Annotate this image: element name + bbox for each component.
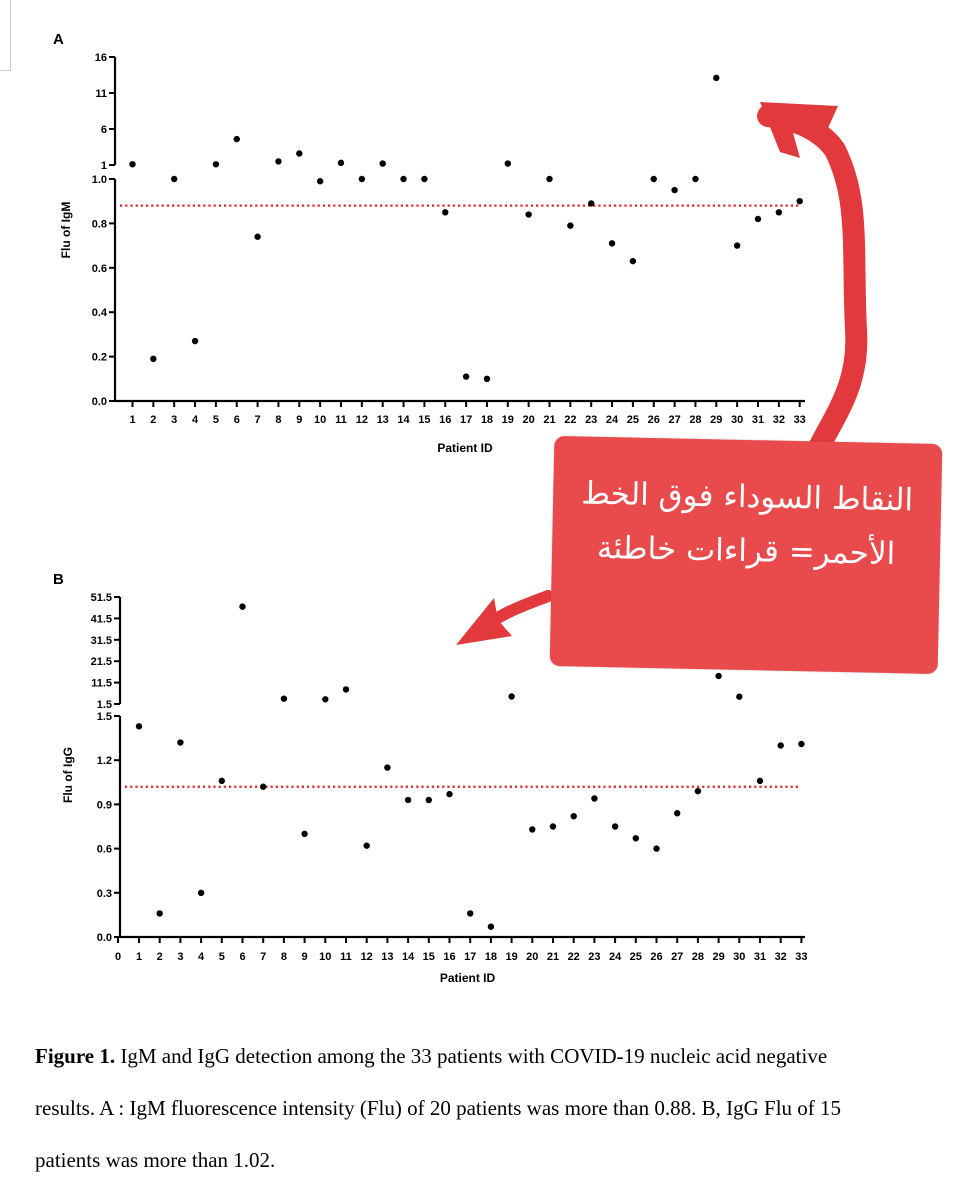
panel-a — [53, 31, 806, 455]
x-tick-label: 13 — [381, 951, 394, 963]
data-point — [322, 696, 328, 702]
data-point — [275, 158, 281, 164]
x-tick-label: 28 — [691, 951, 705, 963]
x-tick-label: 9 — [301, 951, 308, 963]
data-point — [757, 778, 763, 784]
data-point — [505, 160, 511, 166]
data-point — [546, 176, 552, 182]
data-point — [588, 200, 594, 206]
x-tick-label: 25 — [629, 951, 642, 963]
data-point — [692, 176, 698, 182]
y-tick-label: 21.5 — [90, 656, 112, 669]
x-tick-label: 16 — [443, 951, 456, 963]
x-axis-label: Patient ID — [439, 971, 496, 985]
data-point — [612, 823, 618, 829]
data-point — [529, 826, 535, 832]
x-tick-label: 24 — [605, 414, 619, 426]
caption-label: Figure 1. — [35, 1044, 116, 1068]
data-point — [630, 258, 636, 264]
y-axis-label: Flu of IgM — [59, 201, 73, 259]
data-point — [213, 161, 219, 167]
panel-letter-a: A — [53, 31, 64, 48]
x-tick-label: 3 — [171, 414, 178, 426]
y-axis-label: Flu of IgG — [61, 747, 75, 803]
x-tick-label: 16 — [439, 414, 452, 426]
x-tick-label: 6 — [233, 414, 240, 426]
x-tick-label: 32 — [772, 414, 785, 426]
data-point — [400, 176, 406, 182]
x-axis-label: Patient ID — [437, 441, 493, 455]
x-tick-label: 0 — [114, 951, 122, 963]
data-point — [674, 810, 680, 816]
data-point — [171, 176, 177, 182]
x-tick-label: 19 — [505, 951, 518, 963]
arrow-up-right — [768, 116, 856, 462]
x-tick-label: 21 — [543, 414, 556, 426]
data-point — [776, 209, 782, 215]
data-point — [736, 694, 742, 700]
x-tick-label: 24 — [608, 951, 622, 963]
y-tick-label: 0.3 — [96, 887, 112, 900]
y-tick-label: 0.6 — [96, 843, 112, 856]
data-point — [713, 75, 719, 81]
y-tick-label: 6 — [100, 124, 107, 136]
data-point — [508, 693, 514, 699]
y-tick-label: 51.5 — [90, 592, 112, 604]
data-point — [488, 923, 494, 929]
data-point — [651, 176, 657, 182]
x-tick-label: 1 — [129, 414, 136, 426]
x-tick-label: 4 — [198, 951, 205, 963]
data-point — [317, 178, 323, 184]
y-tick-label: 11.5 — [91, 677, 112, 690]
x-tick-label: 15 — [418, 414, 431, 426]
data-point — [734, 242, 740, 248]
y-tick-label: 0.6 — [91, 262, 107, 275]
data-point — [633, 835, 639, 841]
x-tick-label: 17 — [459, 414, 473, 426]
x-tick-label: 19 — [501, 414, 514, 426]
x-tick-label: 11 — [335, 414, 347, 426]
x-tick-label: 23 — [585, 414, 598, 426]
panel-letter-b: B — [53, 571, 64, 588]
data-point — [150, 356, 156, 362]
x-tick-label: 3 — [177, 951, 184, 963]
x-tick-label: 23 — [588, 951, 601, 963]
x-tick-label: 20 — [526, 951, 539, 963]
x-tick-label: 15 — [422, 951, 435, 963]
y-tick-label: 11 — [95, 88, 107, 100]
x-tick-label: 10 — [314, 414, 327, 426]
data-point — [695, 788, 701, 794]
x-tick-label: 2 — [150, 414, 157, 426]
x-tick-label: 14 — [401, 951, 415, 963]
x-tick-label: 4 — [191, 414, 199, 426]
x-tick-label: 25 — [626, 414, 640, 426]
x-tick-label: 31 — [751, 414, 765, 426]
data-point — [364, 842, 370, 848]
y-tick-label: 1.0 — [91, 174, 107, 186]
data-point — [384, 764, 390, 770]
y-tick-label: 16 — [94, 52, 107, 64]
x-tick-label: 31 — [753, 951, 767, 963]
x-tick-label: 29 — [710, 414, 723, 426]
data-point — [426, 797, 432, 803]
y-tick-label: 31.5 — [90, 634, 112, 647]
x-tick-label: 13 — [376, 414, 389, 426]
data-point — [550, 823, 556, 829]
x-tick-label: 22 — [564, 414, 577, 426]
x-tick-label: 30 — [733, 951, 746, 963]
y-tick-label: 0.4 — [91, 307, 107, 320]
x-tick-label: 32 — [774, 951, 787, 963]
x-tick-label: 1 — [135, 951, 143, 963]
x-tick-label: 18 — [484, 951, 498, 963]
y-tick-label: 1.5 — [96, 699, 112, 711]
data-point — [129, 161, 135, 167]
x-tick-label: 21 — [546, 951, 560, 963]
data-point — [254, 234, 260, 240]
data-point — [609, 240, 615, 246]
data-point — [653, 845, 659, 851]
data-point — [755, 216, 761, 222]
x-tick-label: 8 — [275, 414, 282, 426]
x-tick-label: 22 — [567, 951, 580, 963]
x-tick-label: 6 — [239, 951, 246, 963]
x-tick-label: 8 — [280, 951, 287, 963]
data-point — [405, 797, 411, 803]
x-tick-label: 10 — [319, 951, 332, 963]
data-point — [421, 176, 427, 182]
data-point — [446, 791, 452, 797]
y-tick-label: 41.5 — [90, 613, 112, 626]
data-point — [260, 784, 266, 790]
x-tick-label: 33 — [793, 414, 806, 426]
x-tick-label: 2 — [156, 951, 163, 963]
y-tick-label: 1.5 — [96, 711, 112, 723]
x-tick-label: 5 — [212, 414, 219, 426]
y-tick-label: 0.2 — [91, 351, 107, 364]
caption-text: IgM and IgG detection among the 33 patients with COVID-19 nucleic acid negative results. A : IgM fluorescence intensity (Flu) of 20 patients was more than 0.88. B, IgG Flu of 15 patients was more than 1.02. — [35, 1044, 842, 1172]
annotation-text: النقاط السوداء فوق الخط الأحمر= قراءات خاطئة — [580, 475, 914, 573]
data-point — [571, 813, 577, 819]
data-point — [567, 222, 573, 228]
x-tick-label: 26 — [650, 951, 663, 963]
x-tick-label: 12 — [360, 951, 373, 963]
data-point — [380, 160, 386, 166]
data-point — [157, 910, 163, 916]
data-point — [177, 739, 183, 745]
y-tick-label: 0.8 — [91, 218, 107, 231]
x-tick-label: 7 — [254, 414, 261, 426]
x-tick-label: 28 — [689, 414, 702, 426]
data-point — [343, 686, 349, 692]
data-point — [797, 198, 803, 204]
data-point — [338, 160, 344, 166]
data-point — [296, 150, 302, 156]
x-tick-label: 7 — [260, 951, 267, 963]
annotation-box — [550, 436, 943, 674]
x-tick-label: 20 — [522, 414, 535, 426]
y-tick-label: 0.9 — [96, 799, 112, 812]
data-point — [234, 136, 240, 142]
data-point — [671, 187, 677, 193]
y-tick-label: 1 — [100, 160, 107, 172]
y-tick-label: 0.0 — [96, 932, 112, 944]
x-tick-label: 26 — [647, 414, 660, 426]
data-point — [136, 723, 142, 729]
data-point — [715, 673, 721, 679]
data-point — [591, 795, 597, 801]
data-point — [525, 211, 531, 217]
x-tick-label: 5 — [218, 951, 225, 963]
data-point — [219, 778, 225, 784]
y-tick-label: 0.0 — [91, 396, 107, 408]
x-tick-label: 14 — [397, 414, 410, 426]
x-tick-label: 29 — [712, 951, 725, 963]
x-tick-label: 18 — [480, 414, 494, 426]
y-tick-label: 1.2 — [96, 755, 112, 768]
x-tick-label: 30 — [731, 414, 744, 426]
x-tick-label: 12 — [355, 414, 368, 426]
data-point — [281, 695, 287, 701]
data-point — [467, 910, 473, 916]
x-tick-label: 9 — [296, 414, 303, 426]
data-point — [359, 176, 365, 182]
data-point — [442, 209, 448, 215]
data-point — [798, 741, 804, 747]
figure-caption — [35, 1030, 865, 1186]
data-point — [239, 603, 245, 609]
arrow-left-head — [456, 598, 512, 645]
x-tick-label: 17 — [464, 951, 477, 963]
data-point — [192, 338, 198, 344]
data-point — [778, 742, 784, 748]
x-tick-label: 11 — [340, 951, 352, 963]
x-tick-label: 27 — [668, 414, 681, 426]
x-tick-label: 33 — [795, 951, 808, 963]
data-point — [301, 831, 307, 837]
data-point — [198, 890, 204, 896]
data-point — [463, 373, 469, 379]
x-tick-label: 27 — [671, 951, 684, 963]
data-point — [484, 376, 490, 382]
